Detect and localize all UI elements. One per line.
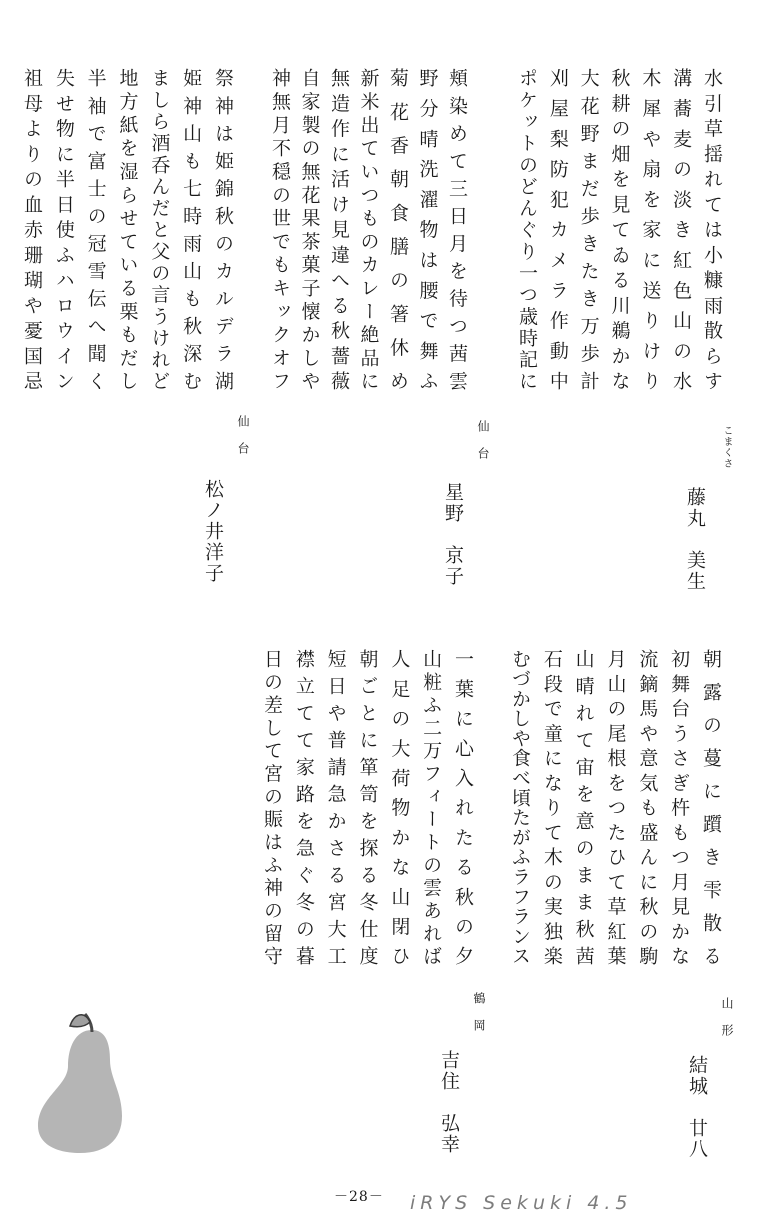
author-name: 結城 廿八 xyxy=(686,1055,708,1160)
haiku-line: 水引草揺れては小糠雨散らす xyxy=(700,68,723,390)
haiku-line: 石段で童になりて木の実独楽 xyxy=(540,649,563,965)
haiku-line: 半袖で富士の冠雪伝へ聞く xyxy=(84,68,107,390)
pear-leaf xyxy=(70,1015,90,1027)
haiku-line: 朝露の蔓に躓き雫散る xyxy=(699,649,722,965)
author-matsunoi xyxy=(200,413,252,584)
author-yuki xyxy=(684,995,736,1160)
pear-body xyxy=(38,1030,122,1153)
haiku-line: 姫神山も七時雨山も秋深む xyxy=(180,68,203,390)
haiku-line: 山粧ふ二万フィートの雲あれば xyxy=(420,649,443,965)
haiku-line: ましら酒呑んだと父の言うけれど xyxy=(148,68,171,390)
haiku-line: 無造作に活け見違へる秋薔薇 xyxy=(328,68,350,390)
haiku-line: 菊花香朝食膳の箸休め xyxy=(387,68,409,390)
haiku-line: 月山の尾根をつたひて草紅葉 xyxy=(604,649,627,965)
handwritten-note: iRYS Sekuki 4.5 xyxy=(410,1192,633,1214)
haiku-line: 大花野まだ歩きたき万歩計 xyxy=(577,68,600,390)
haiku-line: 新米出ていつものカレー絶品に xyxy=(357,68,380,390)
haiku-line: 短日や普請急かさる宮大工 xyxy=(324,649,347,965)
page-number: －28－ xyxy=(334,1189,384,1205)
poem-block-yuki xyxy=(510,649,720,965)
haiku-line: 日の差して宮の賑はふ神の留守 xyxy=(261,649,283,965)
haiku-line: 一葉に心入れたる秋の夕 xyxy=(451,649,474,965)
poem-block-yoshizumi xyxy=(262,649,472,965)
haiku-line: 襟立てて家路を急ぐ冬の暮 xyxy=(292,649,315,965)
haiku-line: 流鏑馬や意気も盛んに秋の駒 xyxy=(636,649,659,965)
haiku-line: 初舞台うさぎ杵もつ月見かな xyxy=(668,649,691,965)
haiku-line: 地方紙を湿らせている栗もだし xyxy=(116,68,139,390)
poem-block-matsunoi xyxy=(22,68,232,390)
haiku-line: 溝蕎麦の淡き紅色山の水 xyxy=(670,68,693,390)
haiku-line: 朝ごとに箪笥を探る冬仕度 xyxy=(356,649,379,965)
haiku-line: むづかしや食べ頃たがふラフランス xyxy=(509,649,531,965)
author-location: 山形 xyxy=(720,997,734,1051)
author-yoshizumi xyxy=(436,990,488,1155)
haiku-line: ポケットのどんぐり一つ歳時記に xyxy=(516,68,538,390)
author-location: 鶴岡 xyxy=(472,992,486,1046)
haiku-line: 失せ物に半日使ふハロウイン xyxy=(52,68,75,390)
haiku-line: 野分晴洗濯物は腰で舞ふ xyxy=(416,68,439,390)
author-hoshino xyxy=(440,418,492,587)
author-name: 星野 京子 xyxy=(442,482,464,587)
haiku-line: 秋耕の畑を見てゐる川鵜かな xyxy=(608,68,631,390)
haiku-line: 人足の大荷物かな山閉ひ xyxy=(388,649,411,965)
author-name: 藤丸 美生 xyxy=(684,487,706,592)
haiku-line: 頬染めて三日月を待つ茜雲 xyxy=(446,68,468,390)
author-name: 松ノ井洋子 xyxy=(202,479,224,584)
poem-block-fujimaru xyxy=(517,68,721,390)
author-name: 吉住 弘幸 xyxy=(438,1050,460,1155)
pear-icon xyxy=(30,1008,126,1154)
author-location: 仙台 xyxy=(476,420,490,474)
poem-block-hoshino xyxy=(270,68,466,390)
author-location: 仙台 xyxy=(236,415,250,469)
haiku-line: 祖母よりの血赤珊瑚や憂国忌 xyxy=(21,68,43,390)
haiku-line: 山晴れて宙を意のまま秋茜 xyxy=(572,649,595,965)
haiku-line: 木犀や扇を家に送りけり xyxy=(639,68,662,390)
haiku-line: 刈屋梨防犯カメラ作動中 xyxy=(546,68,569,390)
haiku-line: 神無月不穏の世でもキックオフ xyxy=(269,68,291,390)
author-fujimaru xyxy=(682,425,734,592)
author-ruby: こまくさ xyxy=(721,425,732,469)
haiku-line: 祭神は姫錦秋のカルデラ湖 xyxy=(211,68,234,390)
haiku-line: 自家製の無花果茶菓子懐かしや xyxy=(298,68,321,390)
